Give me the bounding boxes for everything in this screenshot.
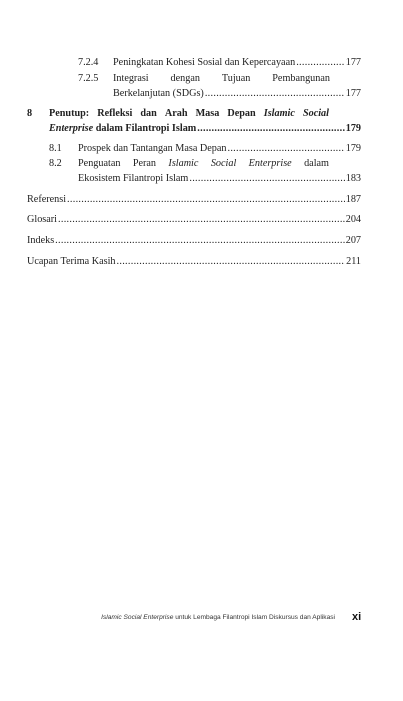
leader-dots: [55, 234, 345, 247]
leader-dots: [58, 213, 345, 226]
entry-title-line-2: Ekosistem Filantropi Islam: [78, 173, 189, 184]
entry-title-line-1: Penguatan Peran Islamic Social Enterprise dalam: [78, 158, 329, 169]
chapter-title-line-1: Penutup: Refleksi dan Arah Masa Depan Islamic Social: [49, 108, 329, 119]
entry-title-line-2: Berkelanjutan (SDGs): [113, 88, 204, 99]
running-footer-title: Islamic Social Enterprise untuk Lembaga Filantropi Islam Diskursus dan Aplikasi: [101, 614, 335, 621]
entry-number: 8.2: [49, 158, 62, 169]
entry-page: 183: [345, 173, 361, 184]
entry-page: 177: [345, 88, 361, 99]
chapter-title-rest: dalam Filantropi Islam: [95, 123, 197, 134]
entry-title: Indeks: [27, 235, 55, 246]
page-footer: [0, 612, 403, 626]
entry-number: 8.1: [49, 143, 62, 154]
leader-dots: [67, 193, 345, 206]
entry-title: Prospek dan Tantangan Masa Depan: [78, 143, 227, 154]
leader-dots: [296, 56, 345, 69]
chapter-title-italic: Enterprise: [49, 123, 94, 134]
entry-title-line-1: Integrasi dengan Tujuan Pembangunan: [113, 73, 330, 84]
chapter-number: 8: [27, 108, 33, 119]
entry-number: 7.2.5: [78, 73, 99, 84]
entry-page: 211: [346, 256, 361, 267]
page-number: xi: [352, 611, 362, 623]
entry-page: 204: [345, 214, 361, 225]
entry-number: 7.2.4: [78, 57, 99, 68]
leader-dots: [205, 87, 345, 100]
leader-dots: [189, 172, 344, 185]
entry-page: 177: [345, 57, 361, 68]
entry-title: Peningkatan Kohesi Sosial dan Kepercayaan: [113, 57, 296, 68]
chapter-page: 179: [345, 123, 361, 134]
entry-title: Referensi: [27, 194, 67, 205]
entry-page: 207: [345, 235, 361, 246]
entry-title: Ucapan Terima Kasih: [27, 256, 116, 267]
leader-dots: [117, 255, 346, 268]
entry-page: 179: [345, 143, 361, 154]
leader-dots: [197, 122, 344, 135]
entry-page: 187: [345, 194, 361, 205]
entry-title: Glosari: [27, 214, 57, 225]
leader-dots: [227, 142, 344, 155]
